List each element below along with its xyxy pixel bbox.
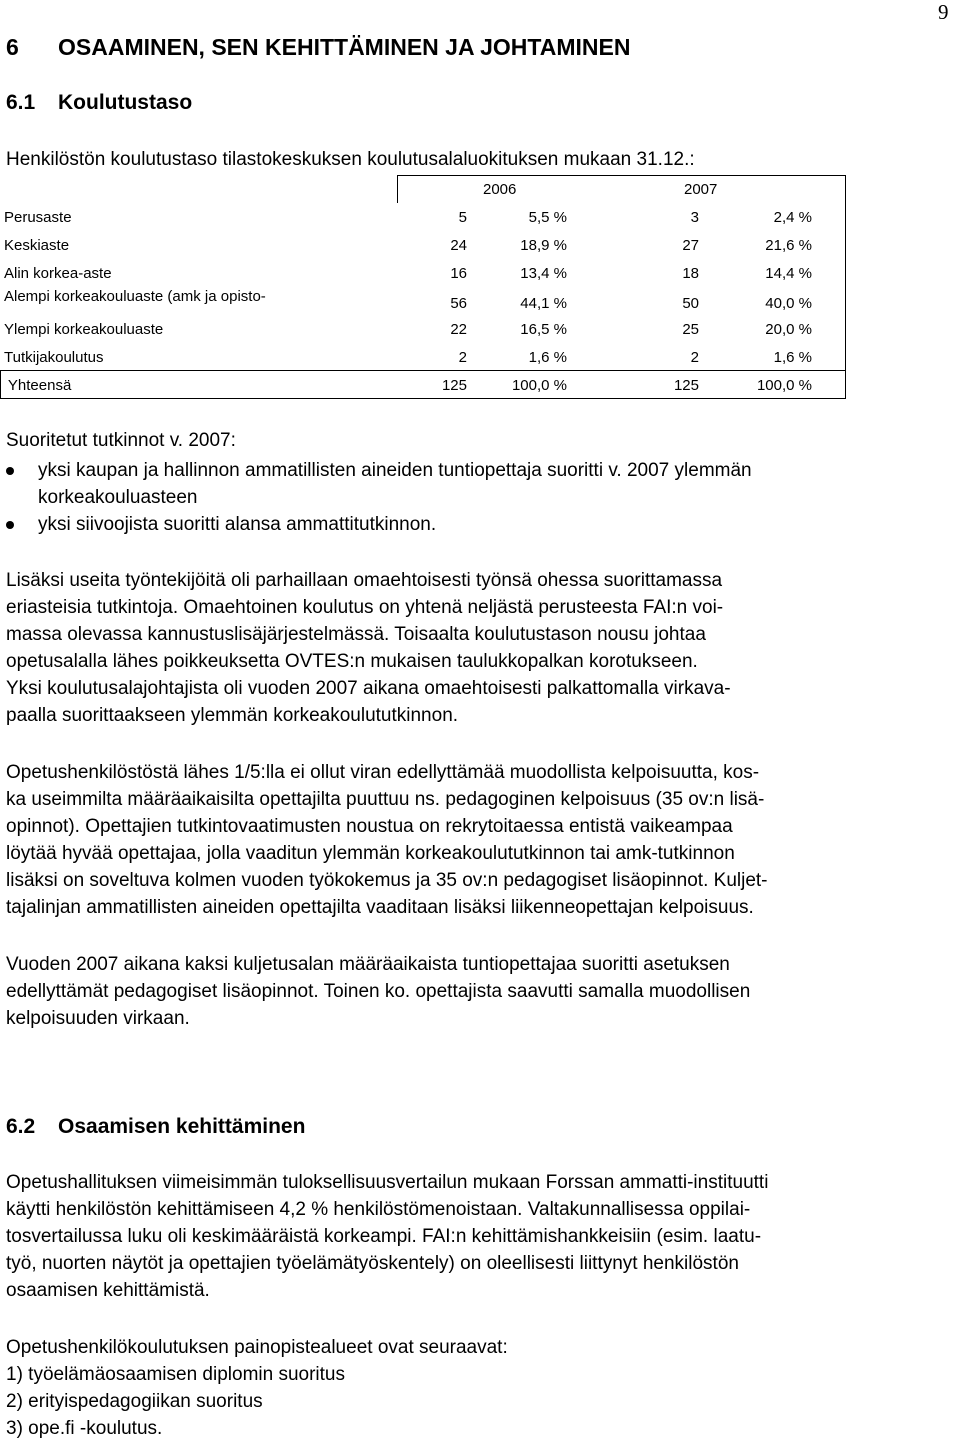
bullet-dot	[6, 521, 14, 529]
table-row	[0, 231, 846, 259]
count-2007: 27	[682, 237, 699, 254]
percent-2006: 5,5 %	[528, 209, 567, 226]
row-label: Ylempi korkeakouluaste	[4, 321, 164, 338]
count-2006: 5	[458, 209, 467, 226]
paragraph-development: Opetushallituksen viimeisimmän tuloksellisuusvertailun mukaan Forssan ammatti-instituutti käytti henkilöstön kehittämiseen 4,2 % henkilöstömenoistaan. Valtakunnallisessa oppilai- tosvertailussa luku oli keskimääräistä korkeampi. FAI:n kehittämishankkeisiin (esim. laatu- työ, nuorten näytöt ja opettajien työelämätyöskentely) on oleellisesti liittynyt henkilöstön osaamisen kehittämistä.	[6, 1172, 769, 1301]
page-number: 9	[938, 0, 949, 24]
completed-degrees-title: Suoritetut tutkinnot v. 2007:	[6, 430, 236, 451]
count-2006: 22	[450, 321, 467, 338]
table-row	[0, 287, 846, 315]
section-heading-osaamisen-kehittaminen	[6, 1115, 305, 1139]
percent-2007: 2,4 %	[773, 209, 812, 226]
count-2007: 18	[682, 265, 699, 282]
count-2007: 125	[673, 377, 699, 394]
row-label: Yhteensä	[4, 377, 72, 394]
table-header-row	[0, 175, 846, 203]
count-2007: 3	[690, 209, 699, 226]
table-caption: Henkilöstön koulutustaso tilastokeskuksen koulutusalaluokituksen mukaan 31.12.:	[6, 149, 695, 170]
year-header-2006: 2006	[483, 181, 517, 198]
table-total-row	[0, 371, 846, 399]
chapter-heading	[6, 34, 630, 61]
count-2006: 56	[450, 295, 467, 312]
section-number: 6.1	[6, 91, 36, 114]
bullet-item: yksi siivoojista suoritti alansa ammattitutkinnon.	[38, 514, 437, 535]
section-number: 6.2	[6, 1115, 36, 1138]
count-2007: 50	[682, 295, 699, 312]
chapter-title: OSAAMINEN, SEN KEHITTÄMINEN JA JOHTAMINEN	[58, 34, 631, 60]
percent-2007: 100,0 %	[756, 377, 812, 394]
section-heading-koulutustaso	[6, 91, 192, 115]
count-2007: 2	[690, 349, 699, 366]
percent-2006: 18,9 %	[520, 237, 567, 254]
row-label: Alempi korkeakouluaste (amk ja opisto-	[4, 288, 266, 305]
row-label: Alin korkea-aste	[4, 265, 112, 282]
count-2006: 24	[450, 237, 467, 254]
paragraph-qualifications: Opetushenkilöstöstä lähes 1/5:lla ei ollut viran edellyttämää muodollista kelpoisuutta, kos- ka useimmilta määräaikaisilta opettajilta puuttuu ns. pedagoginen kelpoisuus (35 ov:n lisä- opinnot). Opettajien tutkintovaatimusten noustua on rekrytoitaessa entistä vaikeampaa löytää hyvää opettajaa, jolla vaaditun ylemmän korkeakoulututkinnon tai amk-tutkinnon lisäksi on soveltuva kolmen vuoden työkokemus ja 35 ov:n pedagogiset lisäopinnot. Kuljet- tajalinjan ammatillisten aineiden opettajilta vaaditaan lisäksi liikenneopettajan kelpoisuus.	[6, 762, 768, 918]
table-row	[0, 203, 846, 231]
bullet-dot	[6, 467, 14, 475]
education-table	[0, 175, 846, 399]
table-row	[0, 343, 846, 371]
percent-2006: 16,5 %	[520, 321, 567, 338]
percent-2007: 20,0 %	[765, 321, 812, 338]
section-title: Koulutustaso	[58, 91, 193, 114]
percent-2006: 100,0 %	[511, 377, 567, 394]
section-title: Osaamisen kehittäminen	[58, 1115, 306, 1138]
paragraph-further-studies: Lisäksi useita työntekijöitä oli parhaillaan omaehtoisesti työnsä ohessa suorittamassa eriasteisia tutkintoja. Omaehtoinen koulutus on yhtenä neljästä perusteesta FAI:n voi- massa olevassa kannustuslisäjärjestelmässä. Toisaalta koulutustason nousu johtaa opetusalalla lähes poikkeuksetta OVTES:n mukaisen taulukkopalkan korotukseen. Yksi koulutusalajohtajista oli vuoden 2007 aikana omaehtoisesti palkattomalla virkava- paalla suorittaakseen ylemmän korkeakoulututkinnon.	[6, 570, 731, 726]
table-row	[0, 259, 846, 287]
count-2006: 125	[441, 377, 467, 394]
paragraph-focus-areas: Opetushenkilökoulutuksen painopistealueet ovat seuraavat: 1) työelämäosaamisen diplomin suoritus 2) erityispedagogiikan suoritus 3) ope.fi -koulutus.	[6, 1337, 508, 1439]
count-2006: 16	[450, 265, 467, 282]
percent-2007: 21,6 %	[765, 237, 812, 254]
percent-2006: 13,4 %	[520, 265, 567, 282]
count-2007: 25	[682, 321, 699, 338]
percent-2007: 14,4 %	[765, 265, 812, 282]
row-label: Perusaste	[4, 209, 72, 226]
row-label: Keskiaste	[4, 237, 70, 254]
paragraph-2007-studies: Vuoden 2007 aikana kaksi kuljetusalan määräaikaista tuntiopettajaa suoritti asetuksen edellyttämät pedagogiset lisäopinnot. Toinen ko. opettajista saavutti samalla muodollisen kelpoisuuden virkaan.	[6, 954, 751, 1029]
percent-2006: 44,1 %	[520, 295, 567, 312]
chapter-number: 6	[6, 34, 19, 60]
percent-2006: 1,6 %	[528, 349, 567, 366]
percent-2007: 1,6 %	[773, 349, 812, 366]
bullet-item: yksi kaupan ja hallinnon ammatillisten aineiden tuntiopettaja suoritti v. 2007 ylemmän korkeakouluasteen	[38, 460, 752, 508]
table-row	[0, 315, 846, 343]
year-header-2007: 2007	[684, 181, 718, 198]
count-2006: 2	[458, 349, 467, 366]
percent-2007: 40,0 %	[765, 295, 812, 312]
row-label: Tutkijakoulutus	[4, 349, 104, 366]
